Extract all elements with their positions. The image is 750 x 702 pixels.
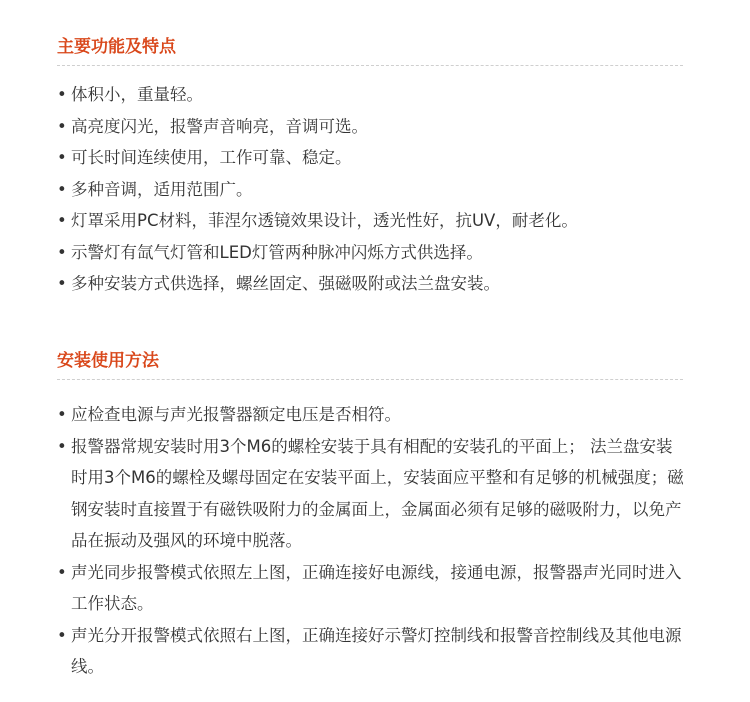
bullet-dot: • [57, 85, 67, 104]
feature-item [57, 142, 683, 174]
bullet-dot: • [57, 274, 67, 293]
usage-list [57, 399, 683, 683]
feature-item [57, 174, 683, 206]
feature-item-text: 体积小，重量轻。 [71, 85, 203, 104]
usage-item-text: 应检查电源与声光报警器额定电压是否相符。 [71, 405, 401, 424]
usage-item-text: 报警器常规安装时用3个M6的螺栓安装于具有相配的安装孔的平面上； 法兰盘安装时用3个M6的螺栓及螺母固定在安装平面上，安装面应平整和有足够的机械强度；磁钢安装时直接置于有磁铁吸附力的金属面上，金属面必须有足够的磁吸附力，以免产品在振动及强风的环境中脱落。 [71, 436, 684, 550]
bullet-dot: • [57, 179, 67, 199]
bullet-dot: • [57, 211, 67, 230]
bullet-dot: • [57, 562, 67, 582]
usage-divider [57, 379, 683, 380]
feature-item [57, 237, 683, 269]
feature-item [57, 79, 683, 111]
feature-item [57, 268, 683, 300]
usage-item-text: 声光分开报警模式依照右上图，正确连接好示警灯控制线和报警音控制线及其他电源线。 [71, 625, 682, 676]
usage-item [57, 399, 685, 431]
feature-item-text: 多种安装方式供选择，螺丝固定、强磁吸附或法兰盘安装。 [71, 274, 500, 293]
feature-item-text: 示警灯有氙气灯管和LED灯管两种脉冲闪烁方式供选择。 [71, 242, 483, 262]
usage-item [57, 431, 685, 557]
features-section [57, 35, 683, 300]
bullet-dot: • [57, 148, 67, 167]
feature-item-text: 多种音调，适用范围广。 [71, 179, 253, 199]
feature-item [57, 111, 683, 143]
feature-item-text: 灯罩采用PC材料，菲涅尔透镜效果设计，透光性好，抗UV，耐老化。 [71, 211, 578, 230]
features-list [57, 79, 683, 300]
bullet-dot: • [57, 625, 67, 645]
feature-item-text: 高亮度闪光，报警声音响亮，音调可选。 [71, 116, 368, 136]
usage-item [57, 620, 685, 683]
usage-heading: 安装使用方法 [57, 351, 159, 371]
usage-item-text: 声光同步报警模式依照左上图，正确连接好电源线，接通电源，报警器声光同时进入工作状态。 [71, 562, 682, 613]
usage-section [57, 349, 683, 683]
feature-item [57, 205, 683, 237]
bullet-dot: • [57, 116, 67, 136]
feature-item-text: 可长时间连续使用，工作可靠、稳定。 [71, 148, 352, 167]
bullet-dot: • [57, 242, 67, 262]
bullet-dot: • [57, 405, 67, 424]
usage-item [57, 557, 685, 620]
features-divider [57, 65, 683, 66]
bullet-dot: • [57, 436, 67, 456]
features-heading: 主要功能及特点 [57, 37, 176, 57]
